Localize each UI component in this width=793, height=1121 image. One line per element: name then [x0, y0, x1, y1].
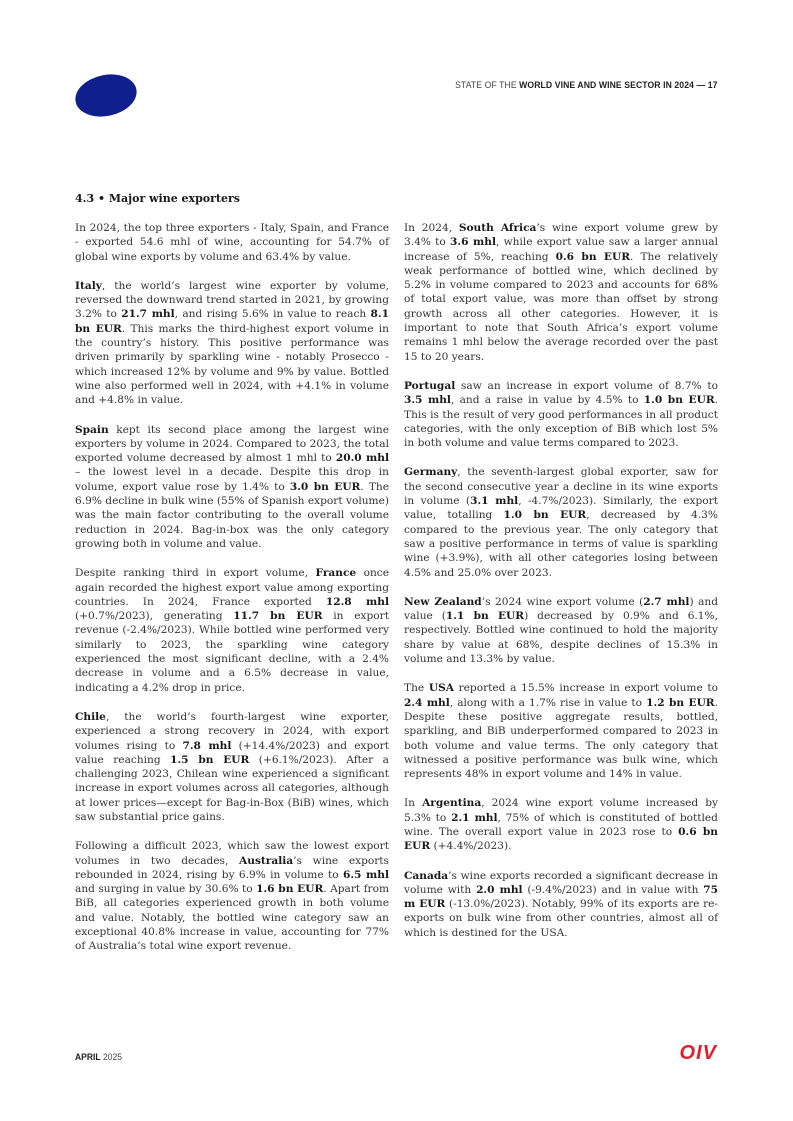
paragraph-portugal: Portugal saw an increase in export volume of 8.7% to 3.5 mhl, and a raise in value by 4.5% to 1.0 bn EUR. This is the result of very good performances in all product categories, with the only exception of BiB which lost 5% in both volume and value terms compared to 2023.: [404, 379, 718, 450]
paragraph-france: Despite ranking third in export volume, France once again recorded the highest export value among exporting countries. In 2024, France exported 12.8 mhl (+0.7%/2023), generating 11.7 bn EUR in export revenue (-2.4%/2023). While bottled wine performed very similarly to 2023, the sparkling wine category experienced the most significant decline, with a 2.4% decrease in volume and a 6.5% decrease in value, indicating a 4.2% drop in price.: [75, 567, 390, 694]
paragraph-usa: The USA reported a 15.5% increase in export volume to 2.4 mhl, along with a 1.7% rise in value to 1.2 bn EUR. Despite these positive aggregate results, bottled, sparkling, and BiB underperformed compared to 2023 in both volume and value terms. The only category that witnessed a positive performance was bulk wine, which represents 48% in export volume and 14% in value.: [404, 682, 719, 781]
paragraph-canada: Canada’s wine exports recorded a significant decrease in volume with 2.0 mhl (-9.4%/2023) and in value with 75 m EUR (-13.0%/2023). Notably, 99% of its exports are re-exports on bulk wine from other countries, almost all of which is destined for the USA.: [404, 869, 718, 939]
paragraph-new-zealand: New Zealand’s 2024 wine export volume (2.7 mhl) and value (1.1 bn EUR) decreased by 0.9% and 6.1%, respectively. Bottled wine continued to hold the majority share by value at 68%, despite declines of 15.3% in volume and 13.3% by value.: [404, 595, 718, 666]
footer-date: APRIL 2025: [75, 1052, 123, 1063]
report-title: WORLD VINE AND WINE SECTOR IN 2024: [518, 80, 694, 91]
right-column: [404, 221, 718, 955]
running-header: STATE OF THE WORLD VINE AND WINE SECTOR IN 2024 — 17: [454, 80, 717, 91]
section-title: 4.3 • Major wine exporters: [75, 192, 240, 205]
paragraph-germany: Germany, the seventh-largest global exporter, saw for the second consecutive year a decline in its wine exports in volume (3.1 mhl, -4.7%/2023). Similarly, the export value, totalling 1.0 bn EUR, decreased by 4.3% compared to the previous year. The only category that saw a positive performance in terms of value is sparkling wine (+3.9%), with all other categories losing between 4.5% and 25.0% over 2023.: [404, 466, 718, 579]
paragraph-spain: Spain kept its second place among the largest wine exporters by volume in 2024. Compared to 2023, the total exported volume decreased by almost 1 mhl to 20.0 mhl – the lowest level in a decade. Despite this drop in volume, export value rose by 1.4% to 3.0 bn EUR. The 6.9% decline in bulk wine (55% of Spanish export volume) was the main factor contributing to the overall volume reduction in 2024. Bag-in-box was the only category growing both in volume and value.: [75, 423, 389, 550]
paragraph-australia: Following a difficult 2023, which saw the lowest export volumes in two decades, Australia’s wine exports rebounded in 2024, rising by 6.9% in volume to 6.5 mhl and surging in value by 30.6% to 1.6 bn EUR. Apart from BiB, all categories experienced growth in both volume and value. Notably, the bottled wine category saw an exceptional 40.8% increase in value, accounting for 77% of Australia’s total wine export revenue.: [75, 840, 389, 953]
paragraph-intro: In 2024, the top three exporters - Italy, Spain, and France - exported 54.6 mhl of wine, accounting for 54.7% of global wine exports by volume and 63.4% by value.: [75, 222, 389, 263]
paragraph-argentina: In Argentina, 2024 wine export volume increased by 5.3% to 2.1 mhl, 75% of which is constituted of bottled wine. The overall export value in 2023 rose to 0.6 bn EUR (+4.4%/2023).: [404, 797, 718, 853]
paragraph-italy: Italy, the world’s largest wine exporter by volume, reversed the downward trend started in 2021, by growing 3.2% to 21.7 mhl, and rising 5.6% in value to reach 8.1 bn EUR. This marks the third-highest export volume in the country’s history. This positive performance was driven primarily by sparkling wine - notably Prosecco - which increased 12% by volume and 9% by value. Bottled wine also performed well in 2024, with +4.1% in volume and +4.8% in value.: [75, 279, 389, 407]
oiv-logo: OIV: [679, 1042, 717, 1064]
left-column: [75, 221, 389, 969]
decorative-blue-blob: [71, 69, 140, 122]
paragraph-south-africa: In 2024, South Africa’s wine export volume grew by 3.4% to 3.6 mhl, while export value saw a larger annual increase of 5%, reaching 0.6 bn EUR. The relatively weak performance of bottled wine, which declined by 5.2% in volume compared to 2023 and accounts for 68% of total export value, was more than offset by strong growth across all other categories. However, it is important to note that South Africa’s export volume remains 1 mhl below the average recorded over the past 15 to 20 years.: [404, 222, 718, 363]
paragraph-chile: Chile, the world’s fourth-largest wine exporter, experienced a strong recovery in 2024, with export volumes rising to 7.8 mhl (+14.4%/2023) and export value reaching 1.5 bn EUR (+6.1%/2023). After a challenging 2023, Chilean wine experienced a significant increase in export volumes across all categories, although at lower prices—except for Bag-in-Box (BiB) wines, which saw substantial price gains.: [75, 710, 389, 823]
page-number: — 17: [695, 80, 717, 91]
